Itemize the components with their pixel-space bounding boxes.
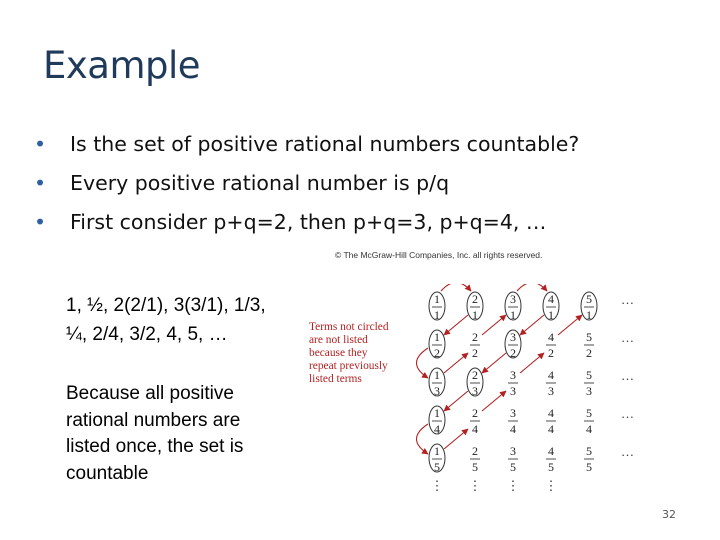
enumeration-arrow <box>444 353 468 373</box>
sequence-line: 1, ½, 2(2/1), 3(3/1), 1/3, <box>66 295 266 316</box>
denominator: 3 <box>510 384 516 398</box>
denominator: 2 <box>472 346 478 360</box>
denominator: 3 <box>548 384 554 398</box>
row-ellipsis: … <box>621 330 634 345</box>
enumeration-arrow <box>417 424 429 454</box>
denominator: 1 <box>510 308 516 322</box>
enumeration-arrow <box>520 315 544 335</box>
row-ellipsis: … <box>621 292 634 307</box>
fraction-cell <box>546 368 556 398</box>
denominator: 5 <box>472 460 478 474</box>
fraction-cell <box>584 444 594 474</box>
numerator: 4 <box>548 406 554 420</box>
fraction-cell <box>470 330 480 360</box>
denominator: 2 <box>510 346 516 360</box>
enumeration-arrow <box>417 348 429 378</box>
denominator: 4 <box>586 422 592 436</box>
numerator: 4 <box>548 368 554 382</box>
numerator: 4 <box>548 292 554 306</box>
denominator: 3 <box>434 384 440 398</box>
bullet-text: First consider p+q=2, then p+q=3, p+q=4, … <box>70 210 547 234</box>
fraction-cell <box>467 292 483 322</box>
numerator: 1 <box>434 292 440 306</box>
enumeration-arrow <box>441 284 471 291</box>
enumeration-arrow <box>444 429 468 449</box>
numerator: 1 <box>434 444 440 458</box>
fraction-cell <box>429 444 445 474</box>
denominator: 1 <box>548 308 554 322</box>
denominator: 4 <box>548 422 554 436</box>
conclusion-line: rational numbers are <box>66 409 241 431</box>
fraction-cell <box>429 292 445 322</box>
fraction-cell <box>470 444 480 474</box>
enumeration-arrow <box>482 353 506 373</box>
numerator: 3 <box>510 406 516 420</box>
column-ellipsis: ⋮ <box>468 478 482 493</box>
denominator: 1 <box>586 308 592 322</box>
sequence-line: ¼, 2/4, 3/2, 4, 5, … <box>66 324 228 345</box>
enumeration-arrow <box>482 315 506 335</box>
denominator: 3 <box>586 384 592 398</box>
numerator: 1 <box>434 368 440 382</box>
denominator: 2 <box>434 346 440 360</box>
enumeration-arrow <box>444 391 468 411</box>
numerator: 2 <box>472 406 478 420</box>
terms-note-line: repeat previously <box>309 360 388 372</box>
row-ellipsis: … <box>621 368 634 383</box>
denominator: 5 <box>586 460 592 474</box>
denominator: 4 <box>472 422 478 436</box>
terms-note-line: listed terms <box>309 373 362 385</box>
bullet-text: Is the set of positive rational numbers countable? <box>70 132 580 156</box>
fraction-cell <box>584 406 594 436</box>
numerator: 3 <box>510 292 516 306</box>
fraction-cell <box>508 406 518 436</box>
denominator: 2 <box>586 346 592 360</box>
bullet-item <box>34 171 579 210</box>
bullet-list <box>34 132 579 249</box>
denominator: 2 <box>548 346 554 360</box>
conclusion-line: countable <box>66 462 149 484</box>
denominator: 1 <box>434 308 440 322</box>
fraction-cell <box>505 292 521 322</box>
denominator: 3 <box>472 384 478 398</box>
fraction-cell <box>505 330 521 360</box>
rational-enumeration-diagram <box>395 284 640 496</box>
conclusion-line: listed once, the set is <box>66 436 244 457</box>
numerator: 5 <box>586 406 592 420</box>
bullet-item <box>34 132 579 171</box>
numerator: 1 <box>434 330 440 344</box>
numerator: 4 <box>548 330 554 344</box>
numerator: 3 <box>510 368 516 382</box>
numerator: 1 <box>434 406 440 420</box>
numerator: 5 <box>586 444 592 458</box>
fraction-cell <box>470 406 480 436</box>
row-ellipsis: … <box>621 406 634 421</box>
terms-note-line: Terms not circled <box>309 321 389 333</box>
bullet-dot: • <box>34 132 47 156</box>
numerator: 5 <box>586 330 592 344</box>
fraction-cell <box>546 444 556 474</box>
fraction-cell <box>508 444 518 474</box>
denominator: 5 <box>434 460 440 474</box>
denominator: 1 <box>472 308 478 322</box>
conclusion-line: Because all positive <box>66 383 234 404</box>
column-ellipsis: ⋮ <box>506 478 520 493</box>
row-ellipsis: … <box>621 444 634 459</box>
fraction-cell <box>467 368 483 398</box>
denominator: 4 <box>510 422 516 436</box>
numerator: 2 <box>472 330 478 344</box>
enumeration-arrow <box>520 353 544 373</box>
fraction-cell <box>429 368 445 398</box>
fraction-cell <box>429 330 445 360</box>
numerator: 4 <box>548 444 554 458</box>
bullet-item <box>34 210 579 249</box>
numerator: 2 <box>472 368 478 382</box>
column-ellipsis: ⋮ <box>430 478 444 493</box>
enumeration-arrow <box>482 391 506 411</box>
fraction-cell <box>581 292 597 322</box>
conclusion-text <box>66 381 243 487</box>
bullet-text: Every positive rational number is p/q <box>70 171 450 195</box>
enumeration-arrow <box>444 315 468 335</box>
denominator: 5 <box>510 460 516 474</box>
numerator: 2 <box>472 292 478 306</box>
fraction-cell <box>584 368 594 398</box>
numerator: 3 <box>510 444 516 458</box>
denominator: 5 <box>548 460 554 474</box>
column-ellipsis: ⋮ <box>544 478 558 493</box>
numerator: 3 <box>510 330 516 344</box>
fraction-cell <box>546 330 556 360</box>
fraction-cell <box>429 406 445 436</box>
bullet-dot: • <box>34 171 47 195</box>
fraction-cell <box>546 406 556 436</box>
copyright-notice: © The McGraw-Hill Companies, Inc. all rights reserved. <box>335 250 543 260</box>
bullet-dot: • <box>34 210 47 234</box>
fraction-cell <box>508 368 518 398</box>
page-number: 32 <box>662 508 676 521</box>
numerator: 5 <box>586 368 592 382</box>
numerator: 2 <box>472 444 478 458</box>
fraction-cell <box>543 292 559 322</box>
terms-note <box>309 321 389 386</box>
fraction-cell <box>584 330 594 360</box>
rational-sequence <box>66 291 266 349</box>
enumeration-arrow <box>558 315 582 335</box>
denominator: 4 <box>434 422 440 436</box>
slide-title: Example <box>43 44 201 87</box>
terms-note-line: are not listed <box>309 334 368 346</box>
terms-note-line: because they <box>309 347 368 359</box>
enumeration-arrow <box>517 284 547 291</box>
numerator: 5 <box>586 292 592 306</box>
